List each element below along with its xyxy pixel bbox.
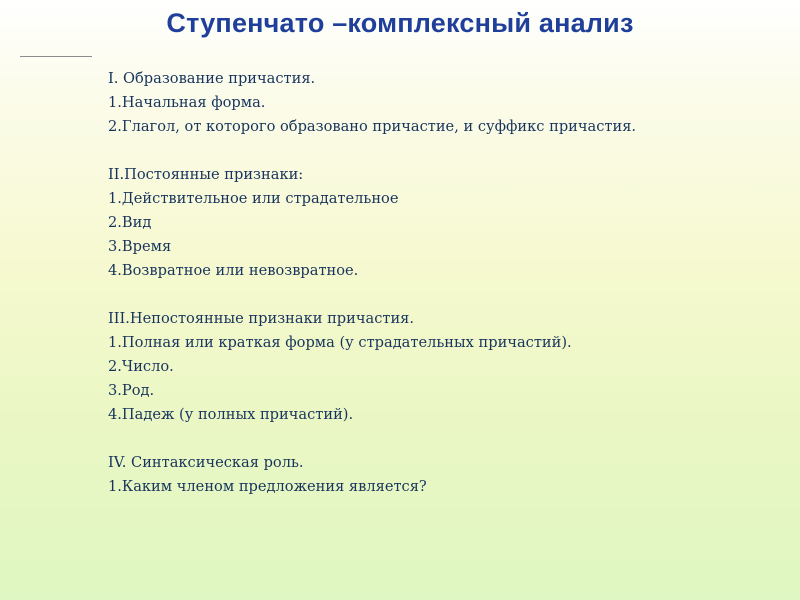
analysis-outline	[108, 67, 768, 523]
list-item: 1.Каким членом предложения является?	[108, 478, 427, 495]
list-item: 2.Вид	[108, 214, 152, 231]
list-item: 2.Глагол, от которого образовано причастие, и суффикс причастия.	[108, 118, 637, 135]
list-item: 4.Падеж (у полных причастий).	[108, 406, 354, 423]
section-variable-features	[108, 307, 768, 427]
section-heading: I. Образование причастия.	[108, 70, 316, 87]
section-heading: IV. Синтаксическая роль.	[108, 454, 304, 471]
list-item: 1.Действительное или страдательное	[108, 190, 399, 207]
slide-title: Ступенчато –комплексный анализ	[166, 8, 634, 38]
section-formation	[108, 67, 768, 139]
section-syntactic-role	[108, 451, 768, 499]
list-item: 1.Полная или краткая форма (у страдательных причастий).	[108, 334, 572, 351]
list-item: 4.Возвратное или невозвратное.	[108, 262, 359, 279]
section-heading: III.Непостоянные признаки причастия.	[108, 310, 415, 327]
section-heading: II.Постоянные признаки:	[108, 166, 304, 183]
list-item: 3.Время	[108, 238, 172, 255]
list-item: 2.Число.	[108, 358, 174, 375]
section-constant-features	[108, 163, 768, 283]
list-item: 1.Начальная форма.	[108, 94, 266, 111]
divider-line	[20, 56, 92, 57]
list-item: 3.Род.	[108, 382, 155, 399]
